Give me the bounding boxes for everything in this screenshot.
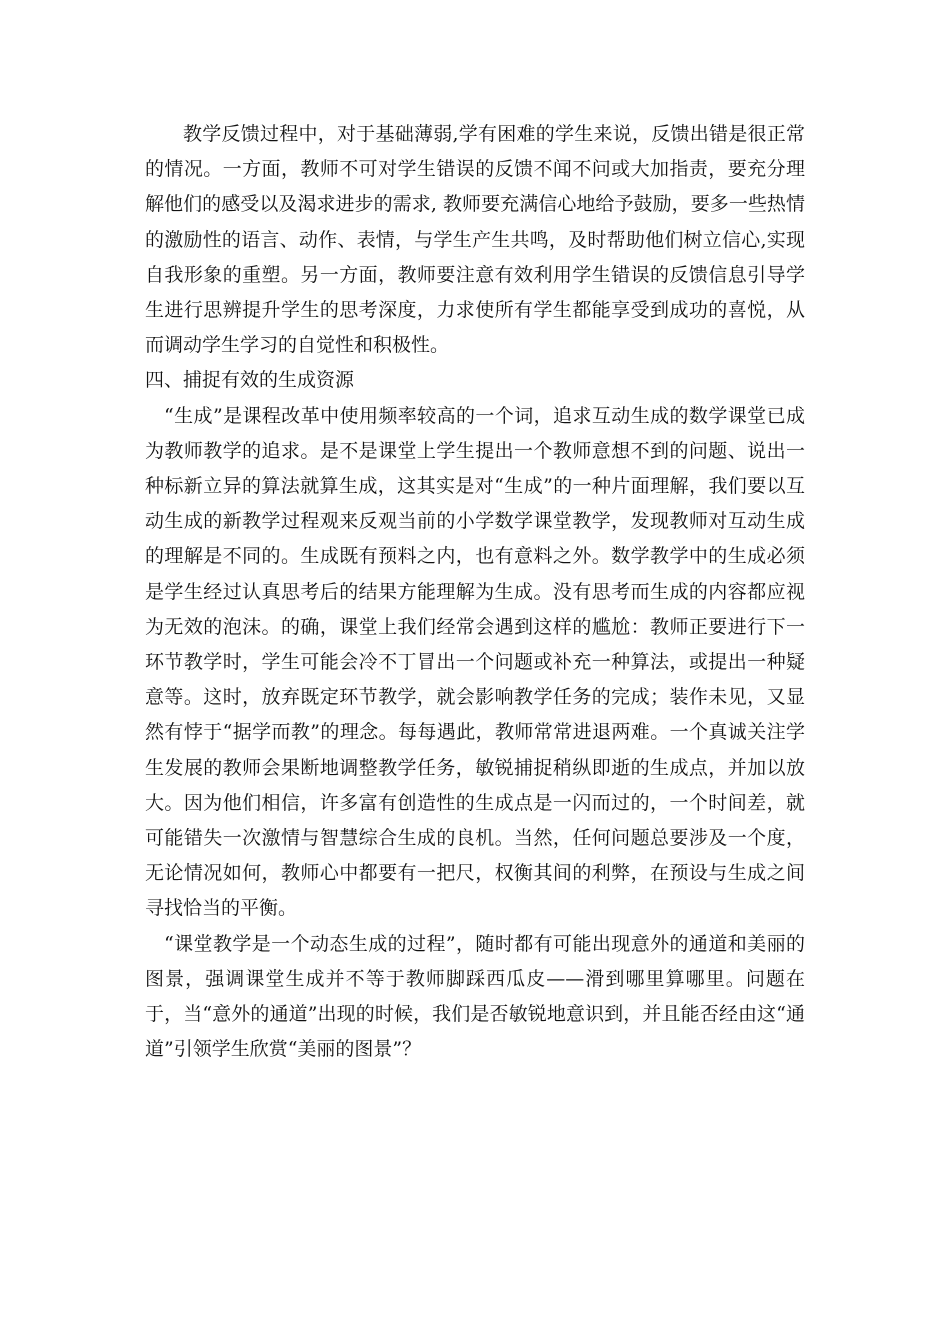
paragraph-dynamic: “课堂教学是一个动态生成的过程”，随时都有可能出现意外的通道和美丽的图景，强调课堂生成并不等于教师脚踩西瓜皮——滑到哪里算哪里。问题在于，当“意外的通道”出现的时候，我们是否敏锐地意识到，并且能否经由这“通道”引领学生欣赏“美丽的图景”？ xyxy=(145,932,805,1061)
paragraph-generation: “生成”是课程改革中使用频率较高的一个词，追求互动生成的数学课堂已成为教师教学的追求。是不是课堂上学生提出一个教师意想不到的问题、说出一种标新立异的算法就算生成，这其实是对“生成”的一种片面理解，我们要以互动生成的新教学过程观来反观当前的小学数学课堂教学，发现教师对互动生成的理解是不同的。生成既有预料之内，也有意料之外。数学教学中的生成必须是学生经过认真思考后的结果方能理解为生成。没有思考而生成的内容都应视为无效的泡沫。的确，课堂上我们经常会遇到这样的尴尬：教师正要进行下一环节教学时，学生可能会冷不丁冒出一个问题或补充一种算法，或提出一种疑意等。这时，放弃既定环节教学，就会影响教学任务的完成；装作未见，又显然有悖于“据学而教”的理念。每每遇此，教师常常进退两难。一个真诚关注学生发展的教师会果断地调整教学任务，敏锐捕捉稍纵即逝的生成点，并加以放大。因为他们相信，许多富有创造性的生成点是一闪而过的，一个时间差，就可能错失一次激情与智慧综合生成的良机。当然，任何问题总要涉及一个度，无论情况如何，教师心中都要有一把尺，权衡其间的利弊，在预设与生成之间寻找恰当的平衡。 xyxy=(145,404,805,920)
paragraph-feedback: 教学反馈过程中，对于基础薄弱,学有困难的学生来说，反馈出错是很正常的情况。一方面，教师不可对学生错误的反馈不闻不问或大加指责，要充分理解他们的感受以及渴求进步的需求, 教师要充满信心地给予鼓励，要多一些热情的激励性的语言、动作、表情，与学生产生共鸣，及时帮助他们树立信心,实现自我形象的重塑。另一方面，教师要注意有效利用学生错误的反馈信息引导学生进行思辨提升学生的思考深度，力求使所有学生都能享受到成功的喜悦，从而调动学生学习的自觉性和积极性。 xyxy=(145,123,805,357)
section-heading: 四、捕捉有效的生成资源 xyxy=(145,369,355,392)
document-page xyxy=(145,117,805,1067)
